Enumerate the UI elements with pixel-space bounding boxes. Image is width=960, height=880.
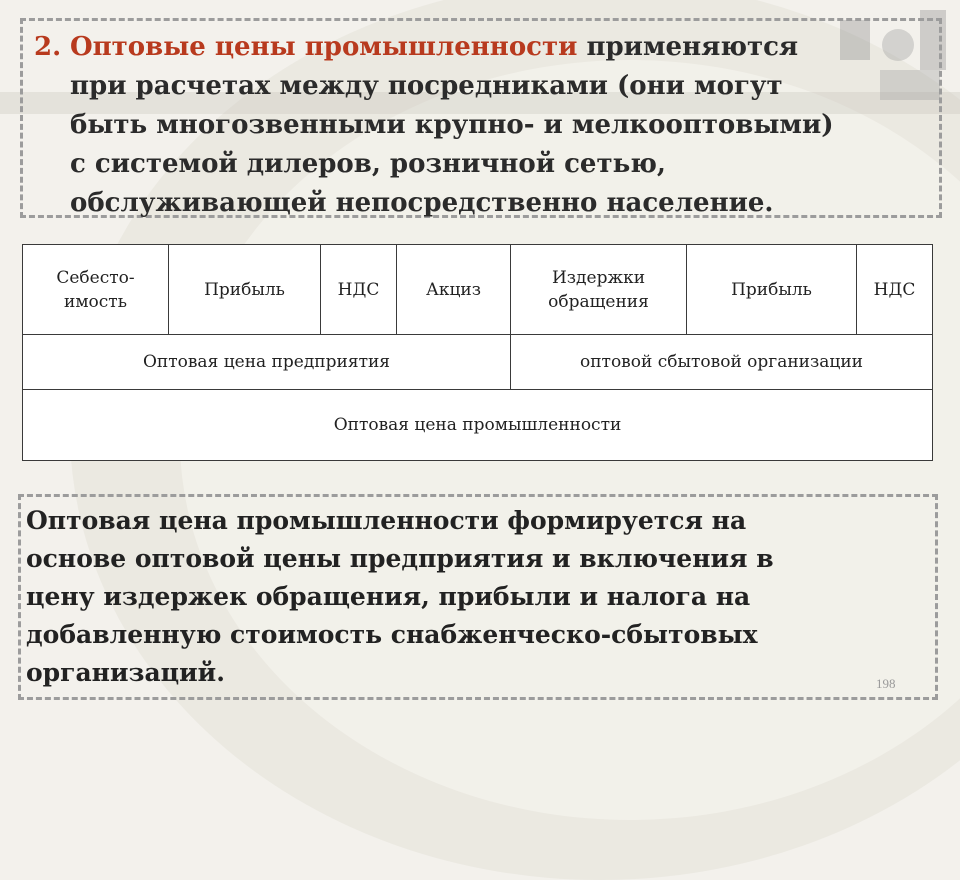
table-row-components [23,245,933,335]
intro-line-4: с системой дилеров, розничной сетью, [70,149,666,179]
intro-line-2: при расчетах между посредниками (они могут [70,71,783,101]
page-number: 198 [876,676,896,691]
cell-excise: Акциз [397,245,511,335]
cell-cost: Себесто-имость [23,245,169,335]
summary-line-2: основе оптовой цены предприятия и включения в [26,544,774,573]
cell-vat-2: НДС [857,245,933,335]
summary-line-1: Оптовая цена промышленности формируется на [26,506,747,535]
price-structure-table [22,244,933,461]
intro-highlight: Оптовые цены промышленности [70,32,578,62]
cell-enterprise-price: Оптовая цена предприятия [23,335,511,390]
intro-line-5: обслуживающей непосредственно население. [70,188,774,218]
intro-text [34,28,914,223]
summary-line-4: добавленную стоимость снабженческо-сбытовых [26,620,758,649]
cell-vat: НДС [321,245,397,335]
table-row-industry [23,390,933,461]
cell-industry-price: Оптовая цена промышленности [23,390,933,461]
summary-text [26,502,916,692]
item-number: 2. [34,32,62,62]
intro-line-3: быть многозвенными крупно- и мелкооптовыми) [70,110,834,140]
cell-profit: Прибыль [169,245,321,335]
summary-line-3: цену издержек обращения, прибыли и налога на [26,582,751,611]
intro-line-1 [34,28,914,67]
summary-line-5: организаций. [26,658,225,687]
cell-sales-org: оптовой сбытовой организации [511,335,933,390]
cell-distribution-costs: Издержки обращения [511,245,687,335]
table-row-wholesale [23,335,933,390]
cell-profit-2: Прибыль [687,245,857,335]
intro-line-1-rest: применяются [577,32,799,62]
